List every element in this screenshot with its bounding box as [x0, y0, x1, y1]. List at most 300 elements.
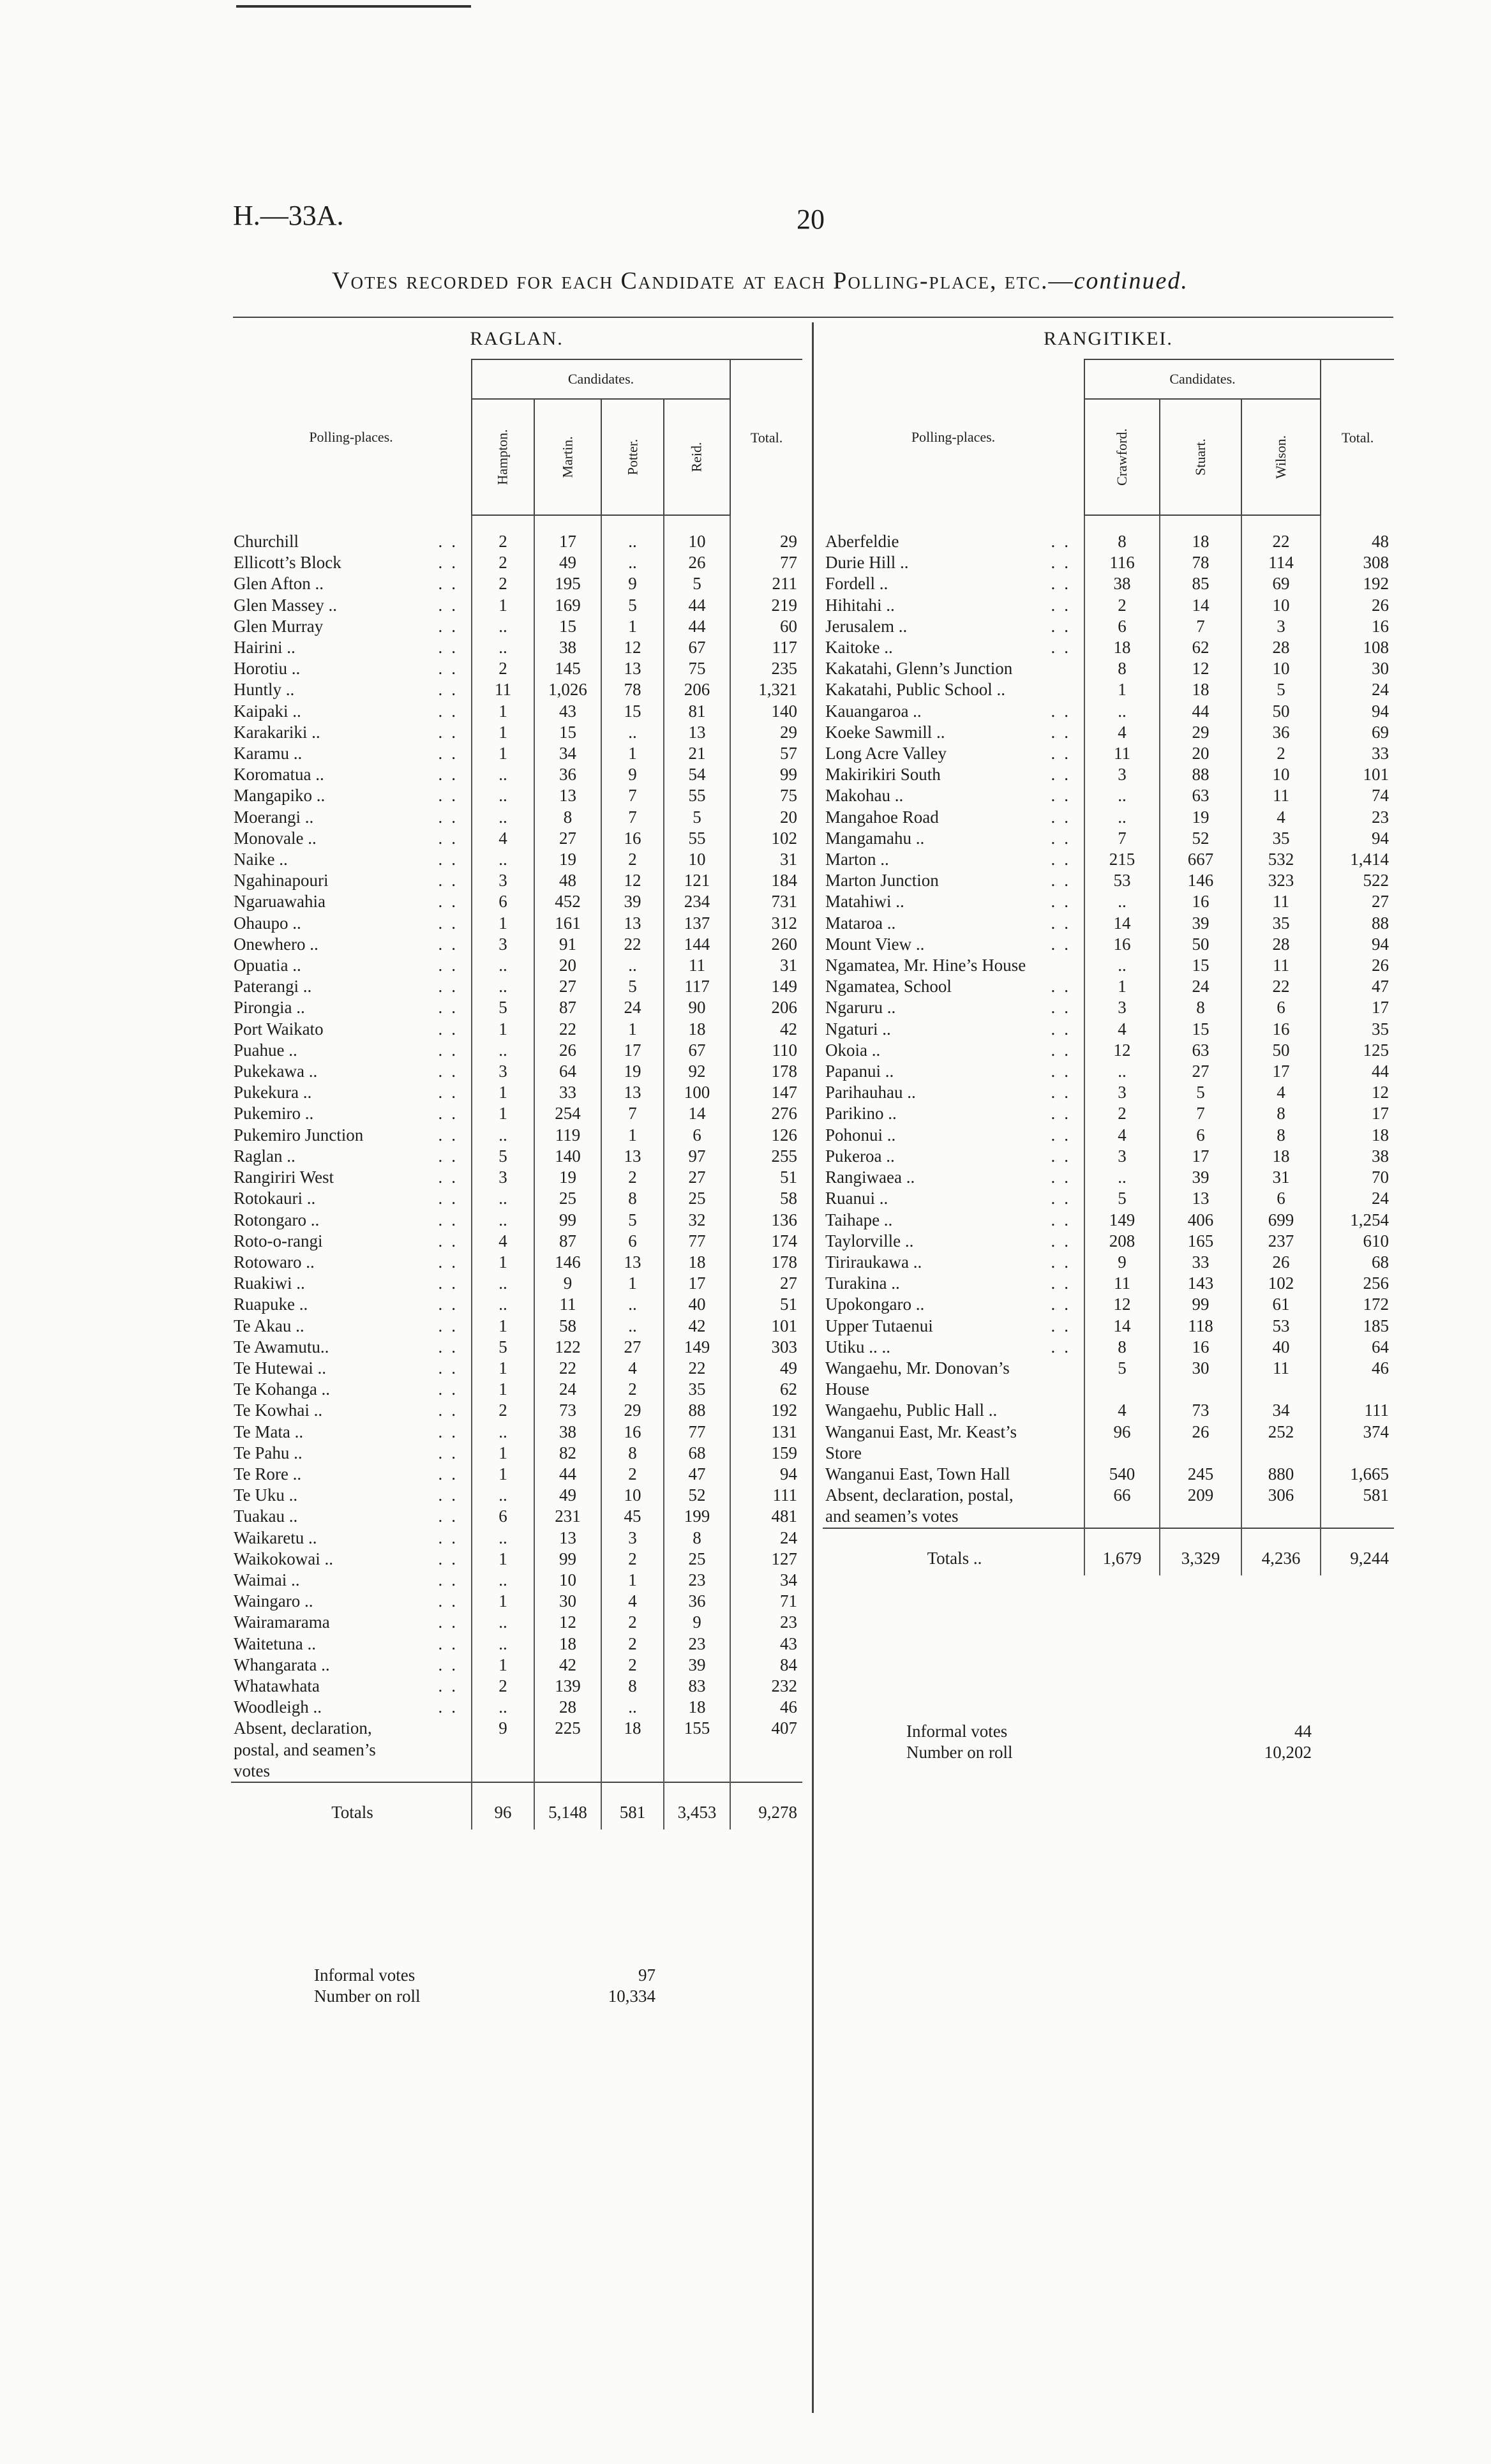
leader-dots: .. [1051, 638, 1077, 657]
vote-cell [1160, 1379, 1241, 1400]
total-cell: 94 [1321, 828, 1394, 849]
vote-cell: 3 [1084, 997, 1160, 1018]
table-row [231, 1549, 802, 1570]
vote-cell: 87 [534, 997, 601, 1018]
table-row [823, 1379, 1394, 1400]
polling-place-cell [231, 1739, 472, 1761]
total-cell: 125 [1321, 1040, 1394, 1061]
vote-cell: 2 [601, 1612, 664, 1633]
vote-cell: .. [472, 807, 534, 828]
polling-place-cell [823, 1252, 1084, 1273]
vote-cell: 21 [664, 743, 730, 764]
table-row [823, 1082, 1394, 1103]
vote-cell: 1 [472, 1379, 534, 1400]
table-row [231, 870, 802, 891]
total-cell: 94 [1321, 934, 1394, 955]
total-cell: 24 [1321, 1188, 1394, 1209]
vote-cell: 161 [534, 913, 601, 934]
vote-cell: 27 [1160, 1061, 1241, 1082]
polling-place-cell [823, 658, 1084, 679]
table-row [823, 785, 1394, 806]
leader-dots: .. [438, 1634, 465, 1653]
raglan-candidate-header [472, 399, 534, 515]
table-row [823, 934, 1394, 955]
vote-cell: 2 [472, 515, 534, 552]
vote-cell: 12 [1160, 658, 1241, 679]
leader-dots: .. [1051, 807, 1077, 827]
polling-place-cell [231, 1358, 472, 1379]
vote-cell: 39 [601, 891, 664, 912]
vote-cell: 10 [664, 515, 730, 552]
table-row [231, 1019, 802, 1040]
vote-cell: 406 [1160, 1210, 1241, 1231]
leader-dots: .. [438, 1464, 465, 1484]
vote-cell: 19 [534, 849, 601, 870]
total-cell: 131 [730, 1422, 802, 1443]
polling-place-cell [231, 913, 472, 934]
vote-cell: 3 [472, 1061, 534, 1082]
vote-cell: 2 [601, 1634, 664, 1655]
leader-dots: .. [438, 659, 465, 679]
polling-place-name: Onewhero .. [234, 934, 318, 954]
polling-place-cell [823, 1273, 1084, 1294]
vote-cell: 11 [1241, 955, 1321, 976]
vote-cell: 8 [601, 1443, 664, 1464]
vote-cell: 245 [1160, 1464, 1241, 1485]
vote-cell [534, 1761, 601, 1782]
total-cell [1321, 1379, 1394, 1400]
vote-cell: 1 [472, 595, 534, 616]
vote-cell: .. [1084, 955, 1160, 976]
vote-cell: 11 [1084, 1273, 1160, 1294]
polling-place-name: Utiku .. .. [825, 1337, 891, 1356]
table-row [231, 616, 802, 637]
vote-cell: 1 [472, 701, 534, 722]
polling-place-name: Glen Afton .. [234, 574, 324, 594]
leader-dots: .. [438, 1401, 465, 1420]
vote-cell: 4 [1241, 807, 1321, 828]
leader-dots: .. [438, 1295, 465, 1314]
polling-place-cell [823, 1316, 1084, 1337]
vote-cell: 9 [1084, 1252, 1160, 1273]
polling-place-name: Pukekura .. [234, 1083, 312, 1102]
table-row [231, 1422, 802, 1443]
vote-cell: 24 [601, 997, 664, 1018]
table-row [823, 1167, 1394, 1188]
polling-place-cell [231, 955, 472, 976]
table-row [231, 552, 802, 573]
polling-place-name: Ruanui .. [825, 1189, 888, 1208]
table-row [823, 595, 1394, 616]
polling-place-name: Opuatia .. [234, 956, 301, 975]
vote-cell: 38 [1084, 573, 1160, 594]
leader-dots: .. [438, 1443, 465, 1462]
vote-cell: 237 [1241, 1231, 1321, 1252]
vote-cell: 61 [1241, 1294, 1321, 1315]
table-row [823, 828, 1394, 849]
polling-place-name: Te Hutewai .. [234, 1358, 327, 1378]
table-row [823, 1422, 1394, 1443]
vote-cell: 17 [1241, 1061, 1321, 1082]
polling-place-cell [231, 764, 472, 785]
leader-dots: .. [438, 1104, 465, 1123]
vote-cell: 1 [1084, 679, 1160, 700]
vote-cell: 5 [472, 1146, 534, 1167]
table-row [823, 1125, 1394, 1146]
vote-cell: 2 [601, 1379, 664, 1400]
leader-dots: .. [1051, 1104, 1077, 1123]
vote-cell: .. [601, 722, 664, 743]
polling-place-cell [231, 1591, 472, 1612]
raglan-section [231, 319, 802, 1829]
vote-cell: 52 [664, 1485, 730, 1506]
vote-cell: .. [472, 785, 534, 806]
polling-place-cell [231, 1040, 472, 1061]
leader-dots: .. [438, 1676, 465, 1695]
table-row [231, 1443, 802, 1464]
header-rule [233, 317, 1393, 318]
table-row [231, 828, 802, 849]
leader-dots: .. [438, 1040, 465, 1060]
vote-cell [664, 1761, 730, 1782]
total-cell: 29 [730, 722, 802, 743]
vote-cell: 50 [1241, 1040, 1321, 1061]
vote-cell: 4 [601, 1591, 664, 1612]
polling-place-cell [231, 1294, 472, 1315]
vote-cell: 49 [534, 552, 601, 573]
rangitikei-informal [906, 1721, 1312, 1742]
total-cell: 178 [730, 1061, 802, 1082]
table-row [823, 1358, 1394, 1379]
table-row [231, 1273, 802, 1294]
polling-place-name: Rangiriri West [234, 1168, 334, 1187]
leader-dots: .. [438, 1485, 465, 1505]
vote-cell: .. [1084, 1061, 1160, 1082]
total-cell: 26 [1321, 595, 1394, 616]
vote-cell [664, 1739, 730, 1761]
total-cell: 23 [730, 1612, 802, 1633]
total-cell: 255 [730, 1146, 802, 1167]
vote-cell: 4 [1084, 722, 1160, 743]
polling-place-name: Ngaturi .. [825, 1019, 891, 1039]
polling-place-cell [823, 1294, 1084, 1315]
vote-cell: 8 [1084, 658, 1160, 679]
polling-place-name: Wanganui East, Town Hall [825, 1464, 1010, 1484]
vote-cell: 54 [664, 764, 730, 785]
polling-place-name: Long Acre Valley [825, 744, 947, 763]
polling-place-cell [231, 701, 472, 722]
vote-cell: 16 [601, 1422, 664, 1443]
polling-place-name: Parihauhau .. [825, 1083, 916, 1102]
vote-cell: 67 [664, 1040, 730, 1061]
leader-dots: .. [1051, 553, 1077, 573]
vote-cell: 17 [664, 1273, 730, 1294]
vote-cell: 58 [534, 1316, 601, 1337]
leader-dots: .. [1051, 786, 1077, 806]
vote-cell: 27 [534, 828, 601, 849]
polling-place-cell [823, 1379, 1084, 1400]
polling-place-cell [231, 1570, 472, 1591]
polling-place-name: Whangarata .. [234, 1655, 330, 1674]
vote-cell: 4 [1084, 1400, 1160, 1421]
polling-place-cell [231, 1082, 472, 1103]
totals-cell: 1,679 [1084, 1528, 1160, 1575]
candidate-name: Martin. [559, 436, 576, 478]
rangitikei-candidate-header [1084, 399, 1160, 515]
totals-cell: 96 [472, 1782, 534, 1829]
vote-cell: 17 [601, 1040, 664, 1061]
polling-place-name: Absent, declaration, postal, [825, 1485, 1014, 1505]
vote-cell: 16 [1160, 891, 1241, 912]
vote-cell: 10 [1241, 764, 1321, 785]
vote-cell: 15 [534, 616, 601, 637]
total-cell: 51 [730, 1167, 802, 1188]
vote-cell: 1 [472, 1591, 534, 1612]
leader-dots: .. [1051, 828, 1077, 848]
vote-cell: 2 [601, 1655, 664, 1676]
polling-place-cell [823, 870, 1084, 891]
vote-cell: 540 [1084, 1464, 1160, 1485]
table-row [231, 764, 802, 785]
total-cell: 68 [1321, 1252, 1394, 1273]
leader-dots: .. [438, 1019, 465, 1039]
leader-dots: .. [438, 1506, 465, 1526]
vote-cell: 68 [664, 1443, 730, 1464]
polling-place-cell [231, 1273, 472, 1294]
vote-cell: 96 [1084, 1422, 1160, 1443]
total-cell: 57 [730, 743, 802, 764]
table-row [823, 616, 1394, 637]
totals-cell: 3,329 [1160, 1528, 1241, 1575]
polling-place-cell [823, 849, 1084, 870]
vote-cell: 5 [664, 807, 730, 828]
vote-cell: 2 [472, 573, 534, 594]
polling-place-name: Woodleigh .. [234, 1697, 322, 1717]
polling-place-cell [823, 1040, 1084, 1061]
leader-dots: .. [438, 1168, 465, 1187]
vote-cell: 8 [1084, 1337, 1160, 1358]
vote-cell: 8 [1241, 1103, 1321, 1124]
polling-place-cell [823, 764, 1084, 785]
vote-cell: 13 [601, 658, 664, 679]
vote-cell: 18 [664, 1019, 730, 1040]
vote-cell: 53 [1084, 870, 1160, 891]
leader-dots: .. [438, 531, 465, 551]
polling-place-cell [823, 955, 1084, 976]
leader-dots: .. [438, 1231, 465, 1251]
total-cell: 17 [1321, 1103, 1394, 1124]
polling-place-name: Waimai .. [234, 1570, 300, 1589]
vote-cell: .. [601, 515, 664, 552]
vote-cell: 12 [601, 637, 664, 658]
total-cell: 731 [730, 891, 802, 912]
polling-place-cell [231, 1549, 472, 1570]
polling-place-cell [231, 785, 472, 806]
vote-cell: 2 [1241, 743, 1321, 764]
leader-dots: .. [438, 892, 465, 912]
polling-place-name: Naike .. [234, 850, 288, 869]
table-row [231, 1358, 802, 1379]
total-cell: 31 [730, 955, 802, 976]
polling-place-cell [823, 722, 1084, 743]
table-row [231, 1739, 802, 1761]
total-cell: 192 [1321, 573, 1394, 594]
vote-cell: 27 [534, 976, 601, 997]
vote-cell: .. [472, 1273, 534, 1294]
table-row [823, 1273, 1394, 1294]
raglan-candidate-header [534, 399, 601, 515]
leader-dots: .. [1051, 1252, 1077, 1272]
polling-place-name: Turakina .. [825, 1273, 900, 1293]
vote-cell: 39 [1160, 1167, 1241, 1188]
total-cell: 522 [1321, 870, 1394, 891]
table-row [231, 658, 802, 679]
vote-cell: 7 [601, 807, 664, 828]
rangitikei-roll [906, 1742, 1312, 1763]
rangitikei-section [823, 319, 1394, 1575]
leader-dots: .. [1051, 1146, 1077, 1166]
table-row [231, 1400, 802, 1421]
polling-place-cell [231, 1400, 472, 1421]
vote-cell: 2 [472, 658, 534, 679]
rangitikei-rows [823, 515, 1394, 1575]
table-row [823, 955, 1394, 976]
leader-dots: .. [1051, 892, 1077, 912]
vote-cell: 19 [534, 1167, 601, 1188]
total-cell: 211 [730, 573, 802, 594]
total-cell: 31 [730, 849, 802, 870]
vote-cell: 36 [534, 764, 601, 785]
total-cell: 192 [730, 1400, 802, 1421]
vote-cell: 17 [1160, 1146, 1241, 1167]
raglan-rows [231, 515, 802, 1829]
table-row [231, 1210, 802, 1231]
vote-cell: 10 [1241, 595, 1321, 616]
table-row [231, 934, 802, 955]
polling-place-cell [231, 1019, 472, 1040]
leader-dots: .. [1051, 1337, 1077, 1356]
table-row [823, 1188, 1394, 1209]
polling-place-cell [823, 1358, 1084, 1379]
total-cell: 46 [1321, 1358, 1394, 1379]
leader-dots: .. [438, 913, 465, 933]
polling-place-cell [231, 891, 472, 912]
vote-cell: 155 [664, 1718, 730, 1739]
leader-dots: .. [438, 850, 465, 869]
title-continued: continued. [1074, 267, 1188, 294]
total-cell: 24 [730, 1528, 802, 1549]
polling-place-name: Store [825, 1443, 862, 1462]
vote-cell: 149 [1084, 1210, 1160, 1231]
total-cell: 149 [730, 976, 802, 997]
table-row [231, 955, 802, 976]
polling-place-name: Koeke Sawmill .. [825, 722, 945, 742]
vote-cell: 2 [472, 1400, 534, 1421]
vote-cell: 3 [472, 1167, 534, 1188]
polling-place-name: Port Waikato [234, 1019, 324, 1039]
vote-cell: 13 [1160, 1188, 1241, 1209]
vote-cell: 47 [664, 1464, 730, 1485]
polling-place-cell [231, 552, 472, 573]
table-row [823, 679, 1394, 700]
table-row [823, 1252, 1394, 1273]
vote-cell: 15 [601, 701, 664, 722]
total-cell [730, 1761, 802, 1782]
polling-place-name: Te Uku .. [234, 1485, 298, 1505]
polling-place-name: Te Kohanga .. [234, 1379, 331, 1399]
vote-cell: 4 [601, 1358, 664, 1379]
vote-cell: 118 [1160, 1316, 1241, 1337]
vote-cell: 13 [534, 1528, 601, 1549]
table-row [231, 1528, 802, 1549]
leader-dots: .. [438, 1210, 465, 1229]
leader-dots: .. [438, 956, 465, 975]
table-row [823, 637, 1394, 658]
vote-cell: 1 [601, 1125, 664, 1146]
vote-cell: 50 [1241, 701, 1321, 722]
vote-cell: 5 [1160, 1082, 1241, 1103]
leader-dots: .. [438, 807, 465, 827]
total-cell: 610 [1321, 1231, 1394, 1252]
vote-cell: 35 [1241, 828, 1321, 849]
total-cell: 29 [730, 515, 802, 552]
vote-cell: 24 [534, 1379, 601, 1400]
vote-cell [1084, 1443, 1160, 1464]
polling-place-cell [823, 1210, 1084, 1231]
vote-cell: 139 [534, 1676, 601, 1697]
total-cell: 51 [730, 1294, 802, 1315]
vote-cell: 100 [664, 1082, 730, 1103]
vote-cell: .. [472, 1422, 534, 1443]
vote-cell: 12 [601, 870, 664, 891]
roll-label: Number on roll [906, 1743, 1013, 1762]
polling-place-cell [231, 997, 472, 1018]
polling-place-cell [823, 1167, 1084, 1188]
leader-dots: .. [438, 1358, 465, 1378]
table-row [823, 1210, 1394, 1231]
total-cell: 33 [1321, 743, 1394, 764]
vote-cell: 13 [534, 785, 601, 806]
vote-cell: 10 [1241, 658, 1321, 679]
table-row [823, 849, 1394, 870]
table-row [231, 515, 802, 552]
vote-cell: 64 [534, 1061, 601, 1082]
polling-place-name: Rangiwaea .. [825, 1168, 915, 1187]
total-cell: 99 [730, 764, 802, 785]
polling-place-cell [231, 1210, 472, 1231]
table-row [231, 976, 802, 997]
vote-cell: 4 [472, 828, 534, 849]
table-row [231, 1464, 802, 1485]
vote-cell: 81 [664, 701, 730, 722]
vote-cell: 13 [601, 913, 664, 934]
vote-cell: 149 [664, 1337, 730, 1358]
vote-cell: 1 [601, 616, 664, 637]
leader-dots: .. [438, 1612, 465, 1632]
total-cell: 47 [1321, 976, 1394, 997]
leader-dots: .. [438, 1252, 465, 1272]
leader-dots: .. [1051, 977, 1077, 996]
total-cell: 101 [730, 1316, 802, 1337]
candidate-name: Hampton. [494, 429, 511, 485]
table-row [823, 1019, 1394, 1040]
polling-place-cell [231, 870, 472, 891]
vote-cell: 121 [664, 870, 730, 891]
leader-dots: .. [438, 934, 465, 954]
title-text: Votes recorded for each Candidate at each Polling-place, etc.— [332, 267, 1074, 294]
candidate-name: Crawford. [1114, 428, 1130, 486]
polling-place-name: Fordell .. [825, 574, 888, 594]
